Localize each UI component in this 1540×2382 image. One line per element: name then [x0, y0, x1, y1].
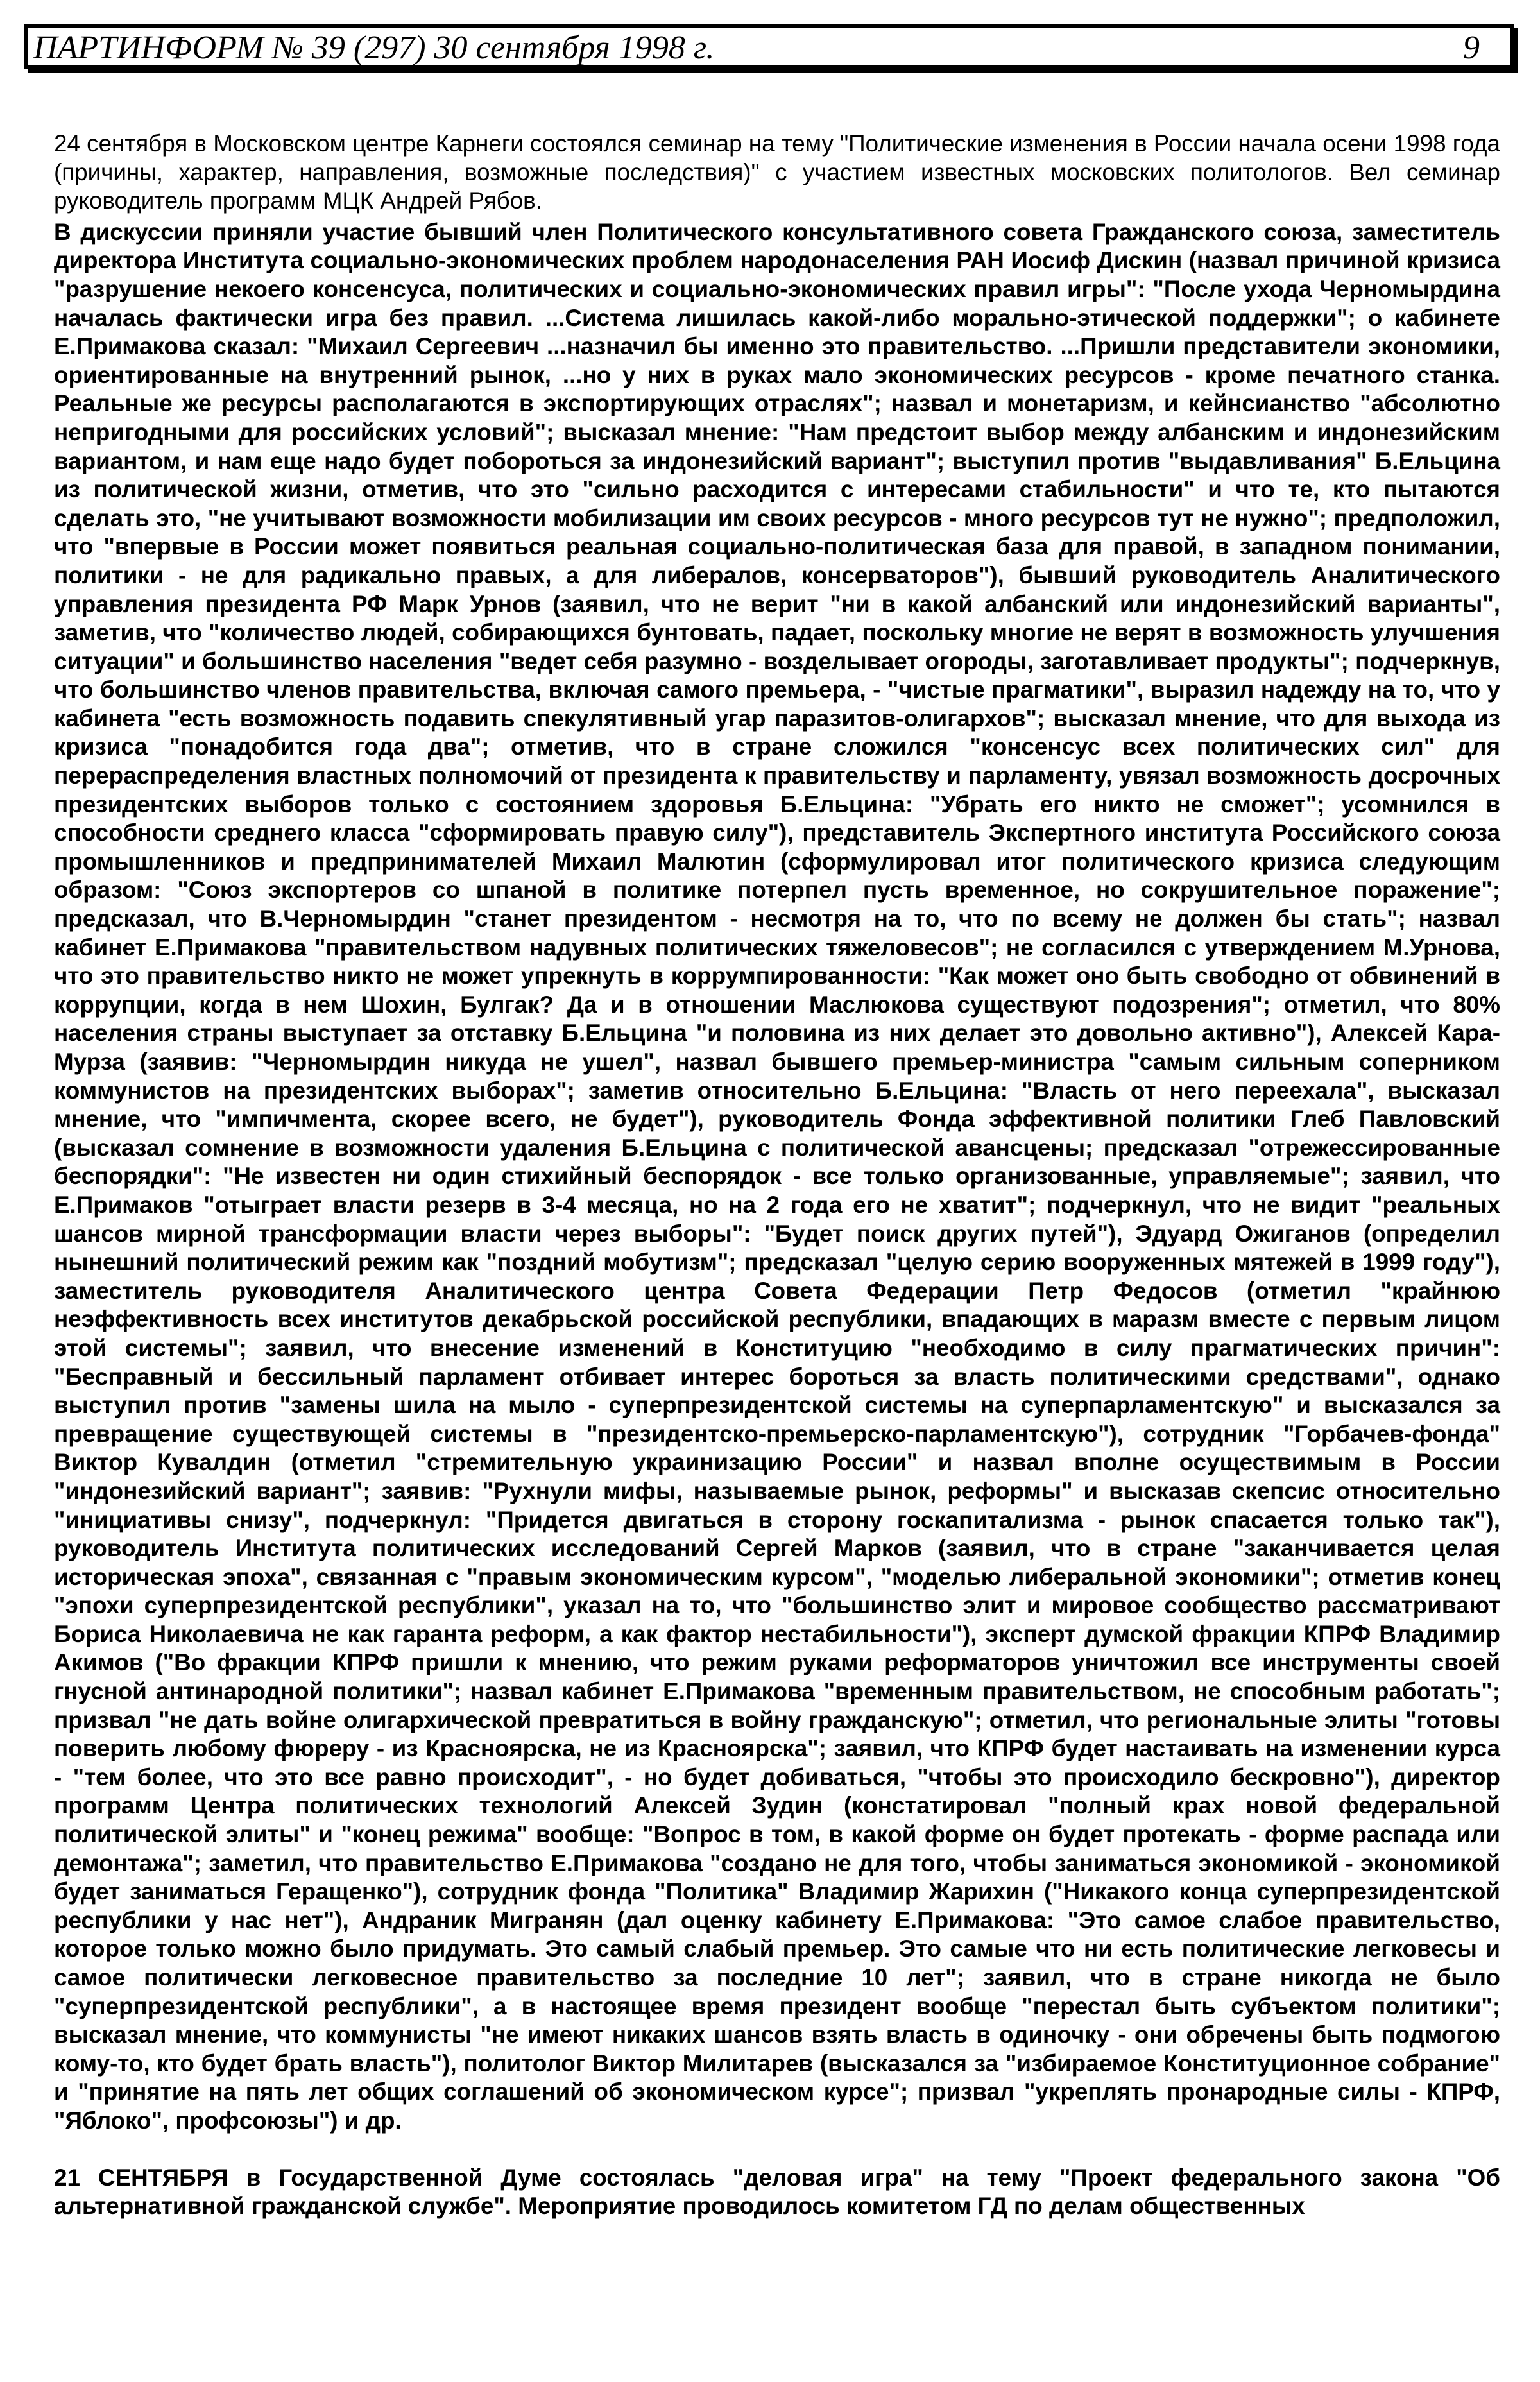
article-body	[54, 130, 1500, 2221]
next-article-date: 21 СЕНТЯБРЯ	[54, 2164, 228, 2191]
page-header	[24, 24, 1514, 69]
page-number: 9	[1463, 30, 1480, 66]
next-article-text: в Государственной Думе состоялась "деловая игра" на тему "Проект федерального закона "Об альтернативной гражданской службе". Мероприятие проводилось комитетом ГД по делам общественных	[54, 2164, 1500, 2220]
discussion-paragraph: В дискуссии приняли участие бывший член Политического консультативного совета Гражданского союза, заместитель директора Института социально-экономических проблем народонаселения РАН Иосиф Дискин (назвал причиной кризиса "разрушение некоего консенсуса, политических и социально-экономических правил игры": "После ухода Черномырдина началась фактически игра без правил. ...Система лишилась какой-либо морально-этической поддержки"; о кабинете Е.Примакова сказал: "Михаил Сергеевич ...назначил бы именно это правительство. ...Пришли представители экономики, ориентированные на внутренний рынок, ...но у них в руках мало экономических ресурсов - кроме печатного станка. Реальные же ресурсы располагаются в экспортирующих отраслях"; назвал и монетаризм, и кейнсианство "абсолютно непригодными для российских условий"; высказал мнение: "Нам предстоит выбор между албанским и индонезийским вариантом, и нам еще надо будет побороться за индонезийский вариант"; выступил против "выдавливания" Б.Ельцина из политической жизни, отметив, что это "сильно расходится с интересами стабильности" и что те, кто пытаются сделать это, "не учитывают возможности мобилизации им своих ресурсов - много ресурсов тут не нужно"; предположил, что "впервые в России может появиться реальная социально-политическая база для правой, в западном понимании, политики - не для радикально правых, а для либералов, консерваторов"), бывший руководитель Аналитического управления президента РФ Марк Урнов (заявил, что не верит "ни в какой албанский или индонезийский варианты", заметив, что "количество людей, собирающихся бунтовать, падает, поскольку многие не верят в возможность улучшения ситуации" и большинство населения "ведет себя разумно - возделывает огороды, заготавливает продукты"; подчеркнув, что большинство членов правительства, включая самого премьера, - "чистые прагматики", выразил надежду на то, что у кабинета "есть возможность подавить спекулятивный угар паразитов-олигархов"; высказал мнение, что для выхода из кризиса "понадобится года два"; отметив, что в стране сложился "консенсус всех политических сил" для перераспределения властных полномочий от президента к правительству и парламенту, увязал возможность досрочных президентских выборов только с состоянием здоровья Б.Ельцина: "Убрать его никто не сможет"; усомнился в способности среднего класса "сформировать правую силу"), представитель Экспертного института Российского союза промышленников и предпринимателей Михаил Малютин (сформулировал итог политического кризиса следующим образом: "Союз экспортеров со шпаной в политике потерпел пусть временное, но сокрушительное поражение"; предсказал, что В.Черномырдин "станет президентом - несмотря на то, что по всему не должен бы стать"; назвал кабинет Е.Примакова "правительством надувных политических тяжеловесов"; не согласился с утверждением М.Урнова, что это правительство никто не может упрекнуть в коррумпированности: "Как может оно быть свободно от обвинений в коррупции, когда в нем Шохин, Булгак? Да и в отношении Маслюкова существуют подозрения"; отметил, что 80% населения страны выступает за отставку Б.Ельцина "и половина из них делает это довольно активно"), Алексей Кара-Мурза (заявив: "Черномырдин никуда не ушел", назвал бывшего премьер-министра "самым сильным соперником коммунистов на президентских выборах"; заметив относительно Б.Ельцина: "Власть от него переехала", высказал мнение, что "импичмента, скорее всего, не будет"), руководитель Фонда эффективной политики Глеб Павловский (высказал сомнение в возможности удаления Б.Ельцина с политической авансцены; предсказал "отрежессированные беспорядки": "Не известен ни один стихийный беспорядок - все только организованные, управляемые"; заявил, что Е.Примаков "отыграет власти резерв в 3-4 месяца, но на 2 года его не хватит"; подчеркнул, что не видит "реальных шансов мирной трансформации власти через выборы": "Будет поиск других путей"), Эдуард Ожиганов (определил нынешний политический режим как "поздний мобутизм"; предсказал "целую серию вооруженных мятежей в 1999 году"), заместитель руководителя Аналитического центра Совета Федерации Петр Федосов (отметил "крайнюю неэффективность всех институтов декабрьской российской республики, впадающих в маразм вместе с первым лицом этой системы"; заявил, что внесение изменений в Конституцию "необходимо в силу прагматических причин": "Бесправный и бессильный парламент отбивает интерес бороться за власть политическими средствами", однако выступил против "замены шила на мыло - суперпрезидентской системы на суперпарламентскую" и высказался за превращение существующей системы в "президентско-премьерско-парламентскую"), сотрудник "Горбачев-фонда" Виктор Кувалдин (отметил "стремительную украинизацию России" и назвал вполне осуществимым в России "индонезийский вариант"; заявив: "Рухнули мифы, называемые рынок, реформы" и высказав скепсис относительно "инициативы снизу", подчеркнул: "Придется двигаться в сторону госкапитализма - рынок спасается только так"), руководитель Института политических исследований Сергей Марков (заявил, что в стране "заканчивается целая историческая эпоха", связанная с "правым экономическим курсом", "моделью либеральной экономики"; отметив конец "эпохи суперпрезидентской республики", указал на то, что "большинство элит и мировое сообщество рассматривают Бориса Николаевича не как гаранта реформ, а как фактор нестабильности"), эксперт думской фракции КПРФ Владимир Акимов ("Во фракции КПРФ пришли к мнению, что режим руками реформаторов уничтожил все инструменты своей гнусной антинародной политики"; назвал кабинет Е.Примакова "временным правительством, не способным работать"; призвал "не дать войне олигархической превратиться в войну гражданскую"; отметил, что региональные элиты "готовы поверить любому фюреру - из Красноярска, не из Красноярска"; заявил, что КПРФ будет настаивать на изменении курса - "тем более, что это все равно происходит", - но будет добиваться, "чтобы это происходило бескровно"), директор программ Центра политических технологий Алексей Зудин (констатировал "полный крах новой федеральной политической элиты" и "конец режима" вообще: "Вопрос в том, в какой форме он будет протекать - форме распада или демонтажа"; заметил, что правительство Е.Примакова "создано не для того, чтобы заниматься экономикой - экономикой будет заниматься Геращенко"), сотрудник фонда "Политика" Владимир Жарихин ("Никакого конца суперпрезидентской республики у нас нет"), Андраник Мигранян (дал оценку кабинету Е.Примакова: "Это самое слабое правительство, которое только можно было придумать. Это самый слабый премьер. Это самые что ни есть политические легковесы и самое политически легковесное правительство за последние 10 лет"; заявил, что в стране никогда не было "суперпрезидентской республики", а в настоящее время президент вообще "перестал быть субъектом политики"; высказал мнение, что коммунисты "не имеют никаких шансов взять власть в одиночку - они обречены быть подмогою кому-то, кто будет брать власть"), политолог Виктор Милитарев (высказался за "избираемое Конституционное собрание" и "принятие на пять лет общих соглашений об экономическом курсе"; призвал "укреплять пронародные силы - КПРФ, "Яблоко", профсоюзы") и др.	[54, 218, 1500, 2134]
publication-title: ПАРТИНФОРМ № 39 (297) 30 сентября 1998 г.	[33, 30, 715, 66]
next-article-paragraph	[54, 2164, 1500, 2221]
intro-paragraph: 24 сентября в Московском центре Карнеги состоялся семинар на тему "Политические изменения в России начала осени 1998 года (причины, характер, направления, возможные последствия)" с участием известных московских политологов. Вел семинар руководитель программ МЦК Андрей Рябов.	[54, 130, 1500, 214]
